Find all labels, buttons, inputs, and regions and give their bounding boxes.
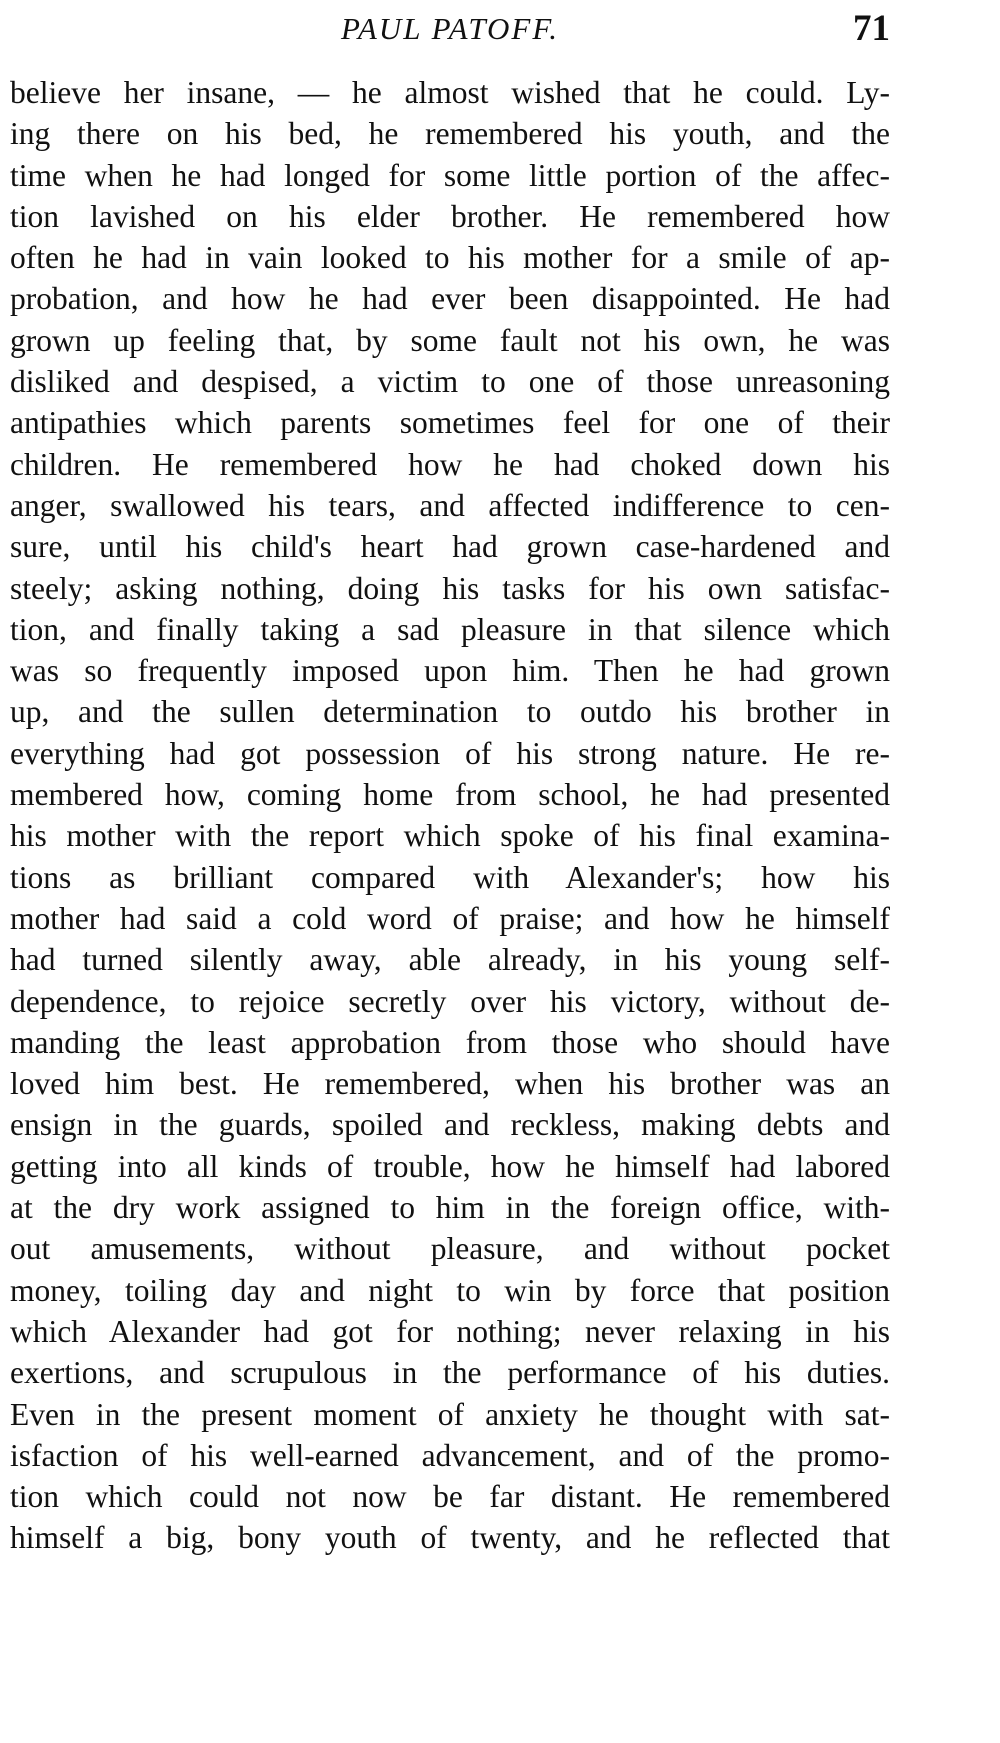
text-line: tions as brilliant compared with Alexander's; how his bbox=[10, 859, 890, 895]
running-title: PAUL PATOFF. bbox=[340, 11, 560, 46]
text-line: out amusements, without pleasure, and without pocket bbox=[10, 1231, 890, 1267]
text-line: at the dry work assigned to him in the foreign office, with- bbox=[10, 1190, 890, 1226]
text-line: was so frequently imposed upon him. Then he had grown bbox=[10, 653, 890, 689]
text-line: tion, and finally taking a sad pleasure in that silence which bbox=[10, 611, 890, 647]
text-line: manding the least approbation from those who should have bbox=[10, 1024, 890, 1060]
text-line: Even in the present moment of anxiety he thought with sat- bbox=[10, 1396, 890, 1432]
text-line: tion lavished on his elder brother. He remembered how bbox=[10, 198, 890, 234]
text-line: membered how, coming home from school, he had presented bbox=[10, 777, 890, 813]
text-line: ing there on his bed, he remembered his youth, and the bbox=[10, 116, 890, 152]
text-line: mother had said a cold word of praise; and how he himself bbox=[10, 900, 890, 936]
text-line: anger, swallowed his tears, and affected indifference to cen- bbox=[10, 487, 890, 523]
text-line: children. He remembered how he had choked down his bbox=[10, 446, 890, 482]
text-line: dependence, to rejoice secretly over his victory, without de- bbox=[10, 983, 890, 1019]
text-line: steely; asking nothing, doing his tasks for his own satisfac- bbox=[10, 570, 890, 606]
text-line: his mother with the report which spoke of his final examina- bbox=[10, 818, 890, 854]
text-line: money, toiling day and night to win by force that position bbox=[10, 1272, 890, 1308]
text-line: time when he had longed for some little portion of the affec- bbox=[10, 157, 890, 193]
text-line: tion which could not now be far distant. He remembered bbox=[10, 1479, 890, 1515]
text-line: sure, until his child's heart had grown case-hardened and bbox=[10, 529, 890, 565]
text-line: ensign in the guards, spoiled and reckless, making debts and bbox=[10, 1107, 890, 1143]
page-number: 71 bbox=[853, 8, 890, 49]
text-line: getting into all kinds of trouble, how he himself had labored bbox=[10, 1148, 890, 1184]
text-line: believe her insane, — he almost wished that he could. Ly- bbox=[10, 75, 890, 110]
text-line: which Alexander had got for nothing; never relaxing in his bbox=[10, 1313, 890, 1349]
text-line: disliked and despised, a victim to one of those unreasoning bbox=[10, 364, 890, 400]
body-text bbox=[10, 72, 890, 1559]
text-line: himself a big, bony youth of twenty, and he reflected that bbox=[10, 1520, 890, 1556]
running-header bbox=[10, 4, 890, 54]
text-line: had turned silently away, able already, in his young self- bbox=[10, 942, 890, 978]
text-line: isfaction of his well-earned advancement, and of the promo- bbox=[10, 1437, 890, 1473]
text-line: up, and the sullen determination to outdo his brother in bbox=[10, 694, 890, 730]
text-line: grown up feeling that, by some fault not his own, he was bbox=[10, 322, 890, 358]
text-line: loved him best. He remembered, when his brother was an bbox=[10, 1066, 890, 1102]
text-line: probation, and how he had ever been disappointed. He had bbox=[10, 281, 890, 317]
text-line: exertions, and scrupulous in the performance of his duties. bbox=[10, 1355, 890, 1391]
text-line: often he had in vain looked to his mother for a smile of ap- bbox=[10, 240, 890, 276]
text-line: antipathies which parents sometimes feel for one of their bbox=[10, 405, 890, 441]
text-line: everything had got possession of his strong nature. He re- bbox=[10, 735, 890, 771]
